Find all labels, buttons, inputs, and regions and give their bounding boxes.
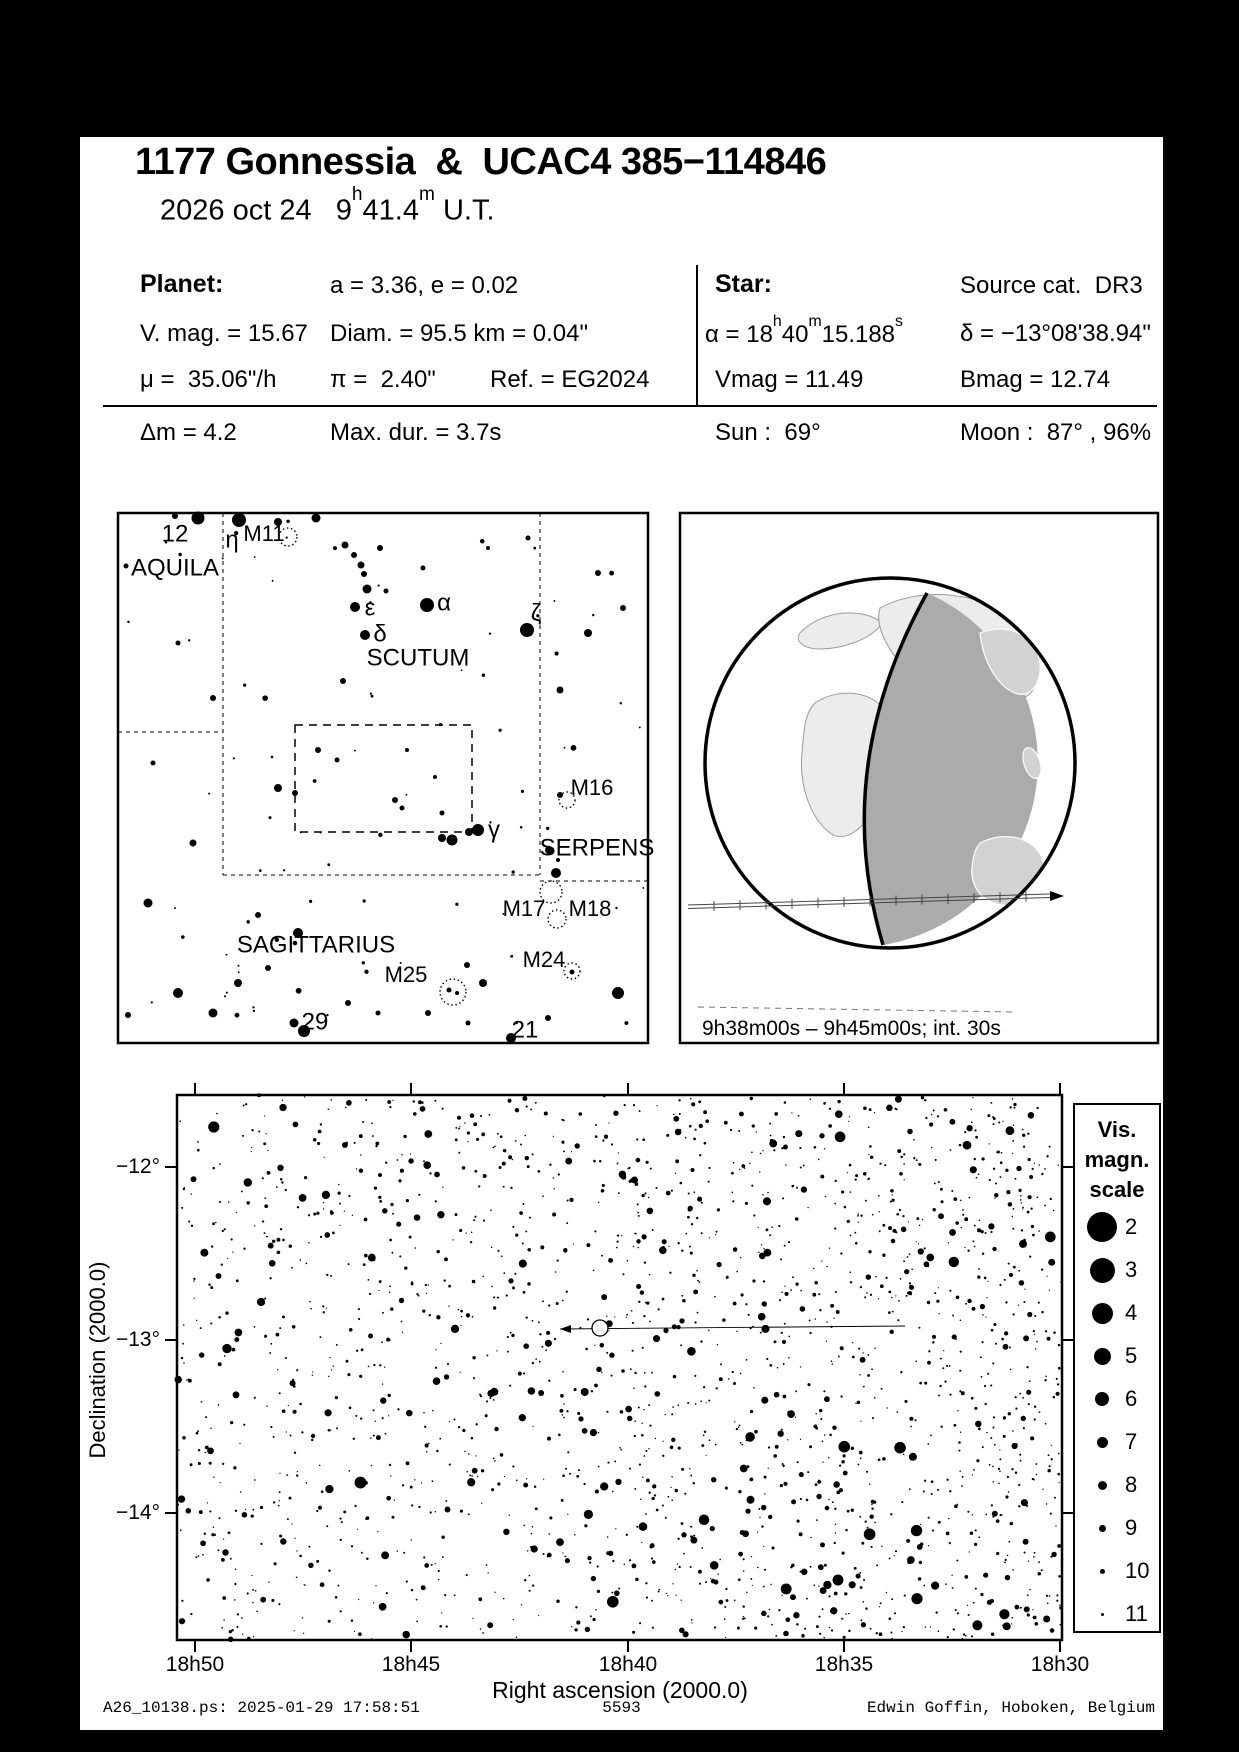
footer-file-info: A26_10138.ps: 2025-01-29 17:58:51 [103,1699,420,1717]
event-datetime: 2026 oct 24 9$^h$41.4$^m$ U.T. [160,184,495,227]
finder-chart-labels [131,520,654,1043]
finder-label-ε: ε [364,594,376,622]
x-tick-18h30: 18h30 [1030,1653,1090,1676]
field-of-view-rect [295,725,472,832]
star-vmag: Vmag = 11.49 [715,366,864,393]
legend-mag-label-8: 8 [1125,1472,1138,1497]
footer-author: Edwin Goffin, Hoboken, Belgium [866,1699,1155,1717]
legend-mag-label-3: 3 [1125,1257,1138,1282]
finder-label-21: 21 [511,1016,539,1044]
finder-label-serpens: SERPENS [539,834,655,862]
legend-star-dot-mag-6 [1095,1392,1109,1406]
finder-label-γ: γ [488,816,500,844]
finder-label-m16: M16 [570,774,614,800]
legend-mag-label-4: 4 [1125,1300,1138,1325]
finder-label-ζ: ζ [530,599,542,627]
finder-label-12: 12 [161,520,189,548]
star-field-chart [177,1095,1062,1640]
planet-reference: Ref. = EG2024 [490,366,650,393]
y-tick-−12°: −12° [115,1155,160,1178]
star-ra: $\alpha = 18^h40^m15.188^s$ [705,312,903,348]
planet-heading: Planet: [140,270,224,298]
document-page [80,137,1163,1730]
legend-star-dot-mag-5 [1094,1348,1111,1365]
x-tick-18h35: 18h35 [814,1653,874,1676]
planet-orbit: a = 3.36, e = 0.02 [330,272,519,299]
legend-mag-label-11: 11 [1125,1601,1148,1626]
finder-label-m18: M18 [568,895,612,921]
legend-mag-label-2: 2 [1125,1214,1138,1239]
legend-mag-label-6: 6 [1125,1386,1138,1411]
star-source-cat: Source cat. DR3 [960,272,1143,299]
legend-mag-label-7: 7 [1125,1429,1138,1454]
legend-star-dot-mag-3 [1090,1258,1115,1283]
finder-label-α: α [437,589,451,617]
legend-star-dot-mag-11 [1101,1613,1104,1616]
legend-star-dot-mag-4 [1092,1303,1113,1324]
max-duration: Max. dur. = 3.7s [330,419,502,446]
magnitude-drop: Δm = 4.2 [140,419,237,446]
column-divider [696,265,698,407]
y-tick-−14°: −14° [115,1501,160,1524]
legend-title-line2: magn. [1084,1147,1150,1172]
legend-star-dot-mag-9 [1099,1525,1106,1532]
legend-mag-label-10: 10 [1125,1558,1150,1583]
legend-star-dot-mag-10 [1100,1569,1105,1574]
y-axis-title: Declination (2000.0) [85,1261,110,1459]
planet-proper-motion: μ = 35.06"/h [140,366,277,393]
star-heading: Star: [715,270,772,298]
legend-title-line3: scale [1089,1177,1145,1202]
axis-tick-marks [165,1083,1074,1652]
magnitude-legend [1073,1103,1161,1633]
legend-star-dot-mag-8 [1098,1481,1107,1490]
planet-diameter: Diam. = 95.5 km = 0.04" [330,320,588,347]
footer-page-number: 5593 [602,1699,641,1717]
event-date: 2026 oct 24 [160,194,336,227]
x-tick-18h40: 18h40 [598,1653,658,1676]
legend-star-dot-mag-2 [1087,1212,1117,1242]
finder-label-m25: M25 [384,961,428,987]
finder-chart [118,513,655,1044]
finder-label-scutum: SCUTUM [366,644,470,672]
finder-label-δ: δ [373,620,387,648]
finder-label-m24: M24 [522,946,566,972]
star-dec: δ = −13°08'38.94" [960,320,1151,347]
planet-vmag: V. mag. = 15.67 [140,320,308,347]
finder-label-sagittarius: SAGITTARIUS [236,931,396,959]
star-bmag: Bmag = 12.74 [960,366,1111,393]
finder-label-aquila: AQUILA [130,554,220,582]
legend-mag-label-9: 9 [1125,1515,1138,1540]
finder-label-η: η [225,526,239,554]
legend-mag-label-5: 5 [1125,1343,1138,1368]
horizontal-rule [103,405,1157,407]
globe-panel [680,513,1158,1043]
x-tick-18h50: 18h50 [165,1653,225,1676]
moon-elongation: Moon : 87° , 96% [960,419,1152,446]
legend-star-dot-mag-7 [1097,1437,1108,1448]
x-tick-18h45: 18h45 [381,1653,441,1676]
field-star-dots [174,1093,1062,1642]
globe-caption: 9h38m00s – 9h45m00s; int. 30s [702,1017,1001,1040]
legend-title-line1: Vis. [1097,1117,1137,1142]
sun-elongation: Sun : 69° [715,419,821,446]
finder-label-m11: M11 [243,520,285,546]
finder-label-29: 29 [301,1008,329,1036]
y-tick-−13°: −13° [115,1328,160,1351]
x-axis-title: Right ascension (2000.0) [492,1677,748,1703]
page-title: 1177 Gonnessia & UCAC4 385−114846 [135,141,827,183]
planet-parallax: π = 2.40" [330,366,436,393]
finder-label-m17: M17 [502,895,546,921]
